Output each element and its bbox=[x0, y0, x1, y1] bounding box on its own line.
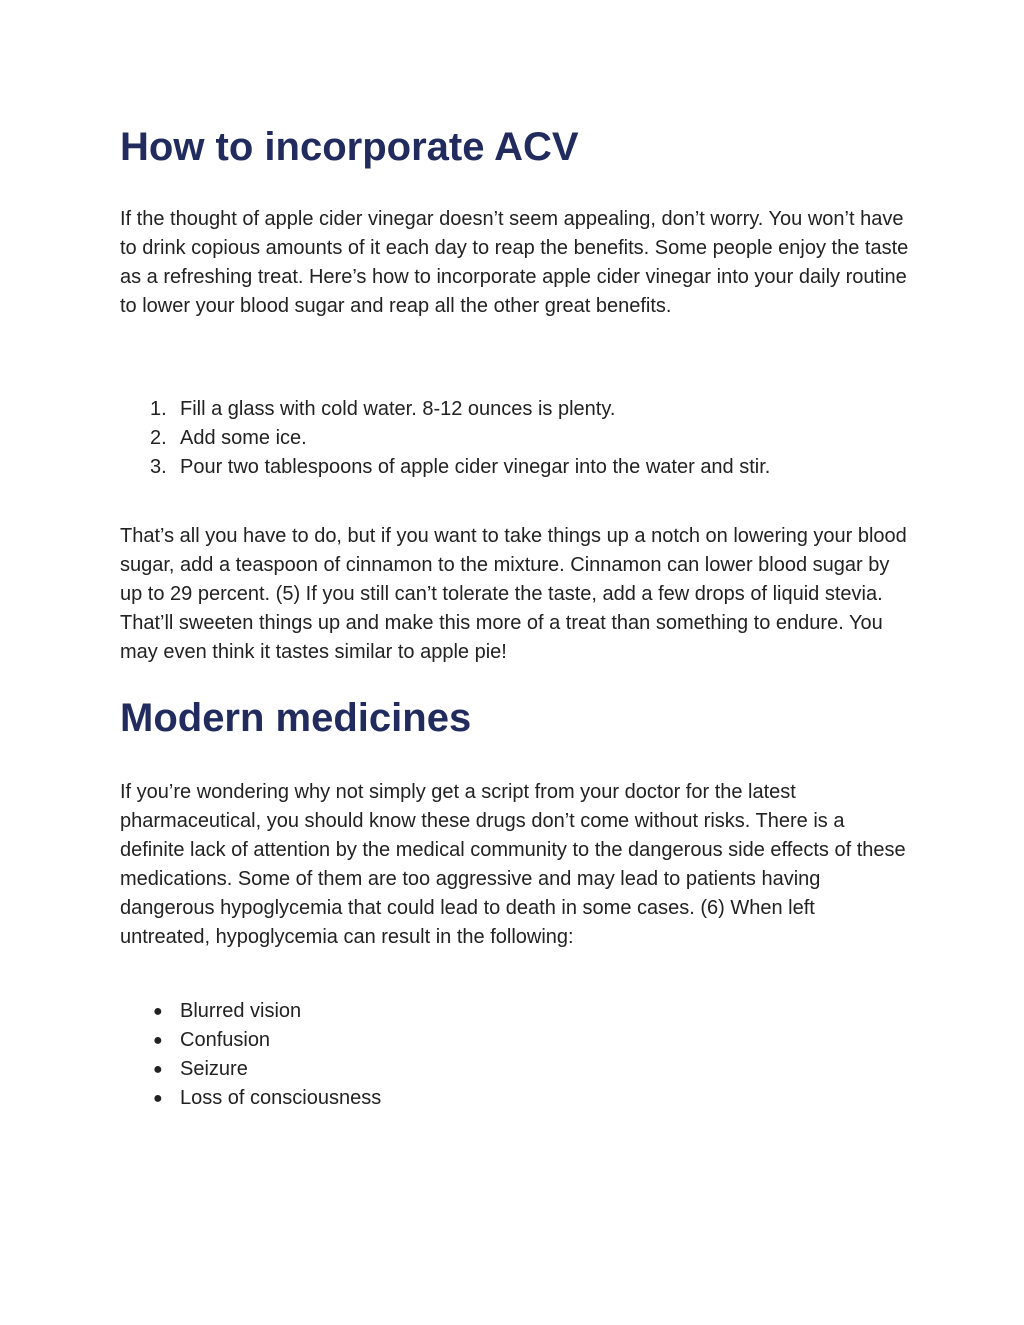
list-item bbox=[120, 997, 910, 1026]
paragraph-acv-intro: If the thought of apple cider vinegar doesn’t seem appealing, don’t worry. You won’t have to drink copious amounts of it each day to reap the benefits. Some people enjoy the taste as a refreshing treat. Here’s how to incorporate apple cider vinegar into your daily routine to lower your blood sugar and reap all the other great benefits. bbox=[120, 208, 909, 317]
numbered-list-acv-steps bbox=[120, 395, 910, 482]
list-number: 1. bbox=[150, 398, 167, 420]
bullet-icon: ● bbox=[153, 1061, 163, 1078]
bullet-list-hypoglycemia-effects bbox=[120, 997, 910, 1113]
list-item-text: Seizure bbox=[180, 1058, 248, 1080]
section-medicines-intro-wrap bbox=[120, 778, 910, 952]
list-item bbox=[120, 395, 910, 424]
list-item bbox=[120, 424, 910, 453]
list-number: 3. bbox=[150, 456, 167, 478]
paragraph-acv-outro: That’s all you have to do, but if you want to take things up a notch on lowering your blood sugar, add a teaspoon of cinnamon to the mixture. Cinnamon can lower blood sugar by up to 29 percent. (5) If you still can’t tolerate the taste, add a few drops of liquid stevia. That’ll sweeten things up and make this more of a treat than something to endure. You may even think it tastes similar to apple pie! bbox=[120, 525, 907, 663]
section-acv-outro-wrap bbox=[120, 522, 910, 667]
list-number: 2. bbox=[150, 427, 167, 449]
list-item-text: Confusion bbox=[180, 1029, 271, 1051]
list-item-text: Fill a glass with cold water. 8-12 ounces is plenty. bbox=[180, 398, 616, 420]
list-item-text: Pour two tablespoons of apple cider vinegar into the water and stir. bbox=[180, 456, 771, 478]
bullet-icon: ● bbox=[153, 1032, 163, 1049]
bullet-icon: ● bbox=[153, 1003, 163, 1020]
section-acv-heading-wrap bbox=[120, 123, 910, 171]
list-item bbox=[120, 1055, 910, 1084]
list-item-text: Add some ice. bbox=[180, 427, 307, 449]
section-acv-intro-wrap bbox=[120, 205, 910, 321]
list-item bbox=[120, 453, 910, 482]
section-medicines-heading-wrap bbox=[120, 694, 910, 742]
paragraph-medicines-intro: If you’re wondering why not simply get a script from your doctor for the latest pharmaceutical, you should know these drugs don’t come without risks. There is a definite lack of attention by the medical community to the dangerous side effects of these medications. Some of them are too aggressive and may lead to patients having dangerous hypoglycemia that could lead to death in some cases. (6) When left untreated, hypoglycemia can result in the following: bbox=[120, 781, 906, 948]
list-item-text: Blurred vision bbox=[180, 1000, 302, 1022]
list-item bbox=[120, 1026, 910, 1055]
list-item bbox=[120, 1084, 910, 1113]
bullet-icon: ● bbox=[153, 1090, 163, 1107]
heading-modern-medicines: Modern medicines bbox=[120, 696, 472, 740]
list-item-text: Loss of consciousness bbox=[180, 1087, 382, 1109]
heading-how-to-incorporate-acv: How to incorporate ACV bbox=[120, 125, 579, 169]
